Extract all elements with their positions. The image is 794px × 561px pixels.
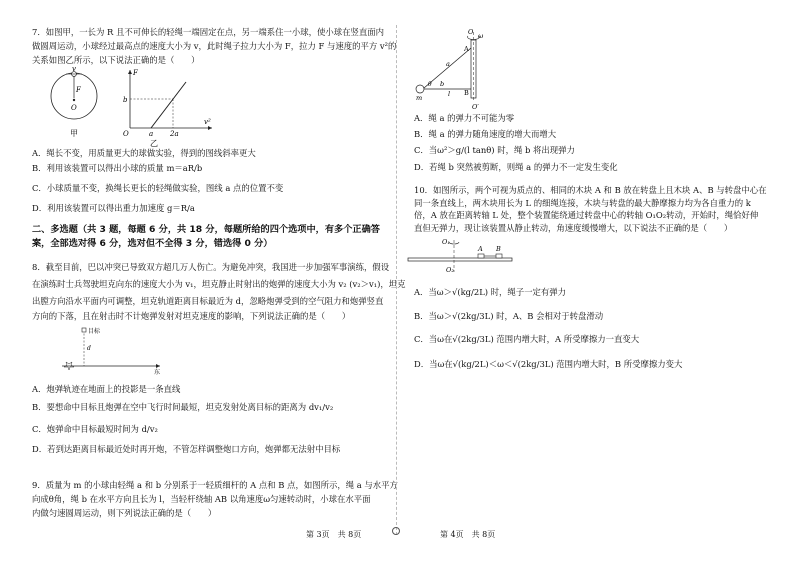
q8-stem-line2: 在演练时士兵驾驶坦克向东的速度大小为 v₁，坦克静止时射出的炮弹的速度大小为 v₂ (v₂＞v₁)，坦克 — [32, 279, 406, 289]
q9-stem-line3: 内做匀速圆周运动，则下列说法正确的是（ ） — [32, 508, 217, 518]
q9-option-b: B．绳 a 的弹力随角速度的增大而增大 — [414, 129, 557, 139]
q9-fig-theta: θ — [428, 81, 432, 88]
q10-option-c: C．当ω在√(2kg/3L) 范围内增大时，A 所受摩擦力一直变大 — [414, 334, 640, 344]
q7-stem-line1: 7．如图甲，一长为 R 且不可伸长的轻绳一端固定在点，另一端系住一小球，使小球在竖直面内 — [32, 27, 384, 37]
q9-fig-O-prime: O′ — [472, 103, 479, 111]
q7-yi-label-a: a — [149, 130, 154, 138]
q7-option-c: C．小球质量不变，换绳长更长的轻绳做实验，图线 a 点的位置不变 — [32, 183, 284, 193]
q7-option-d: D．利用该装置可以得出重力加速度 g＝R/a — [32, 203, 195, 213]
q9-fig-m: m — [416, 94, 423, 102]
q7-yi-x-axis: v² — [204, 118, 211, 126]
q9-stem-line1: 9．质量为 m 的小球由轻绳 a 和 b 分别系于一轻质细杆的 A 点和 B 点，如图所示，绳 a 与水平方 — [32, 480, 398, 490]
q7-option-a: A．绳长不变，用质量更大的球做实验，得到的图线斜率更大 — [32, 148, 256, 158]
q8-option-a: A．炮弹轨迹在地面上的投影是一条直线 — [32, 384, 181, 394]
q9-option-d: D．若绳 b 突然被剪断，则绳 a 的弹力不一定发生变化 — [414, 162, 618, 172]
q7-stem-line3: 关系如图乙所示，以下说法正确的是（ ） — [32, 55, 200, 65]
q10-fig-O2: O₂ — [446, 266, 454, 274]
q7-option-b: B．利用该装置可以得出小球的质量 m＝aR/b — [32, 163, 203, 173]
q10-option-a: A．当ω＞√(kg/2L) 时，绳子一定有弹力 — [414, 287, 567, 297]
q8-figure-d: d — [87, 345, 91, 352]
q8-stem-line4: 方向的下落，且在射击时不计炮弹发射对坦克速度的影响，下列说法正确的是（ ） — [32, 311, 351, 321]
q7-jia-caption: 甲 — [70, 129, 78, 138]
q10-stem-line3: 倍，A 放在距离转轴 L 处，整个装置能绕通过转盘中心的转轴 O₁O₂转动，开始时，绳恰好伸 — [414, 210, 759, 220]
q7-stem-line2: 做圆周运动，小球经过最高点的速度大小为 v，此时绳子拉力大小为 F，拉力 F 与速度的平方 v²的 — [32, 41, 397, 51]
q8-option-c: C．炮弹命中目标最短时间为 d/v₂ — [32, 424, 158, 434]
q10-option-d: D．当ω在√(kg/2L)＜ω＜√(2kg/3L) 范围内增大时，B 所受摩擦力变大 — [414, 359, 683, 369]
q9-stem-line2: 向成θ角，绳 b 在水平方向且长为 l，当轻杆绕轴 AB 以角速度ω匀速转动时，小球在水平面 — [32, 494, 371, 504]
q10-stem-line2: 同一条直线上，两木块用长为 L 的细绳连接，木块与转盘的最大静摩擦力均为各自重力的 k — [414, 198, 751, 208]
q8-figure-target: 目标 — [88, 328, 101, 335]
q7-jia-label-F: F — [76, 86, 81, 94]
q10-option-b: B．当ω＞√(2kg/3L) 时，A、B 会相对于转盘滑动 — [414, 311, 604, 321]
q9-fig-B: B — [464, 89, 469, 97]
page-divider — [396, 25, 397, 535]
q7-yi-y-axis: F — [133, 69, 138, 77]
q9-fig-omega: ω — [478, 32, 484, 40]
q8-stem-line3: 出膛方向沿水平面内可调整，坦克轨道距离目标最近为 d，忽略炮弹受到的空气阻力和炮弹竖直 — [32, 296, 384, 306]
q9-fig-a: a — [446, 60, 450, 68]
binding-hole — [392, 527, 400, 535]
q9-fig-b: b — [440, 80, 445, 88]
q9-fig-O: O — [468, 28, 474, 36]
q7-jia-label-O: O — [71, 104, 77, 112]
section-header-line1: 二、多选题（共 3 题，每题 6 分，共 18 分，每题所给的四个选项中，有多个正确答 — [32, 224, 380, 235]
q7-figure-jia — [46, 65, 116, 138]
q8-option-b: B．要想命中目标且炮弹在空中飞行时间最短，坦克发射处离目标的距离为 dv₁/v₂ — [32, 402, 334, 412]
q9-option-a: A．绳 a 的弹力不可能为零 — [414, 113, 515, 123]
q7-yi-label-2a: 2a — [170, 130, 179, 138]
q10-stem-line4: 直但无弹力，现让该装置从静止转动，角速度缓慢增大，以下说法不正确的是（ ） — [414, 223, 733, 233]
right-page-number: 第 4页 共 8页 — [440, 530, 496, 539]
q10-fig-B: B — [496, 245, 501, 253]
q8-figure-east: 东 — [154, 369, 161, 376]
q10-figure — [406, 236, 516, 274]
q9-fig-A: A — [464, 45, 469, 53]
q8-option-d: D．若到达距离目标最近处时再开炮，不管怎样调整炮口方向，炮弹都无法射中目标 — [32, 444, 341, 454]
left-page-number: 第 3页 共 8页 — [306, 530, 362, 539]
q10-stem-line1: 10．如图所示，两个可视为质点的、相同的木块 A 和 B 放在转盘上且木块 A、B 与转盘中心在 — [414, 185, 767, 195]
q7-figure-yi — [120, 66, 220, 146]
q8-stem-line1: 8．截至目前，巴以冲突已导致双方超几万人伤亡。为避免冲突，我国进一步加强军事演练，假设 — [32, 262, 390, 272]
q9-option-c: C．当ω²＞g/(l tanθ) 时，绳 b 将出现弹力 — [414, 145, 575, 155]
q10-fig-O1: O₁ — [442, 238, 450, 246]
q7-jia-label-v: v — [72, 65, 76, 73]
section-header-line2: 案，全部选对得 6 分，选对但不全得 3 分，错选得 0 分） — [32, 238, 273, 249]
q9-fig-l: l — [448, 90, 451, 98]
q9-figure — [412, 28, 502, 111]
q7-yi-label-b: b — [123, 96, 128, 104]
q8-figure — [60, 326, 170, 374]
q10-fig-A: A — [478, 245, 483, 253]
q7-yi-label-O: O — [123, 130, 129, 138]
q7-yi-caption: 乙 — [150, 139, 158, 148]
